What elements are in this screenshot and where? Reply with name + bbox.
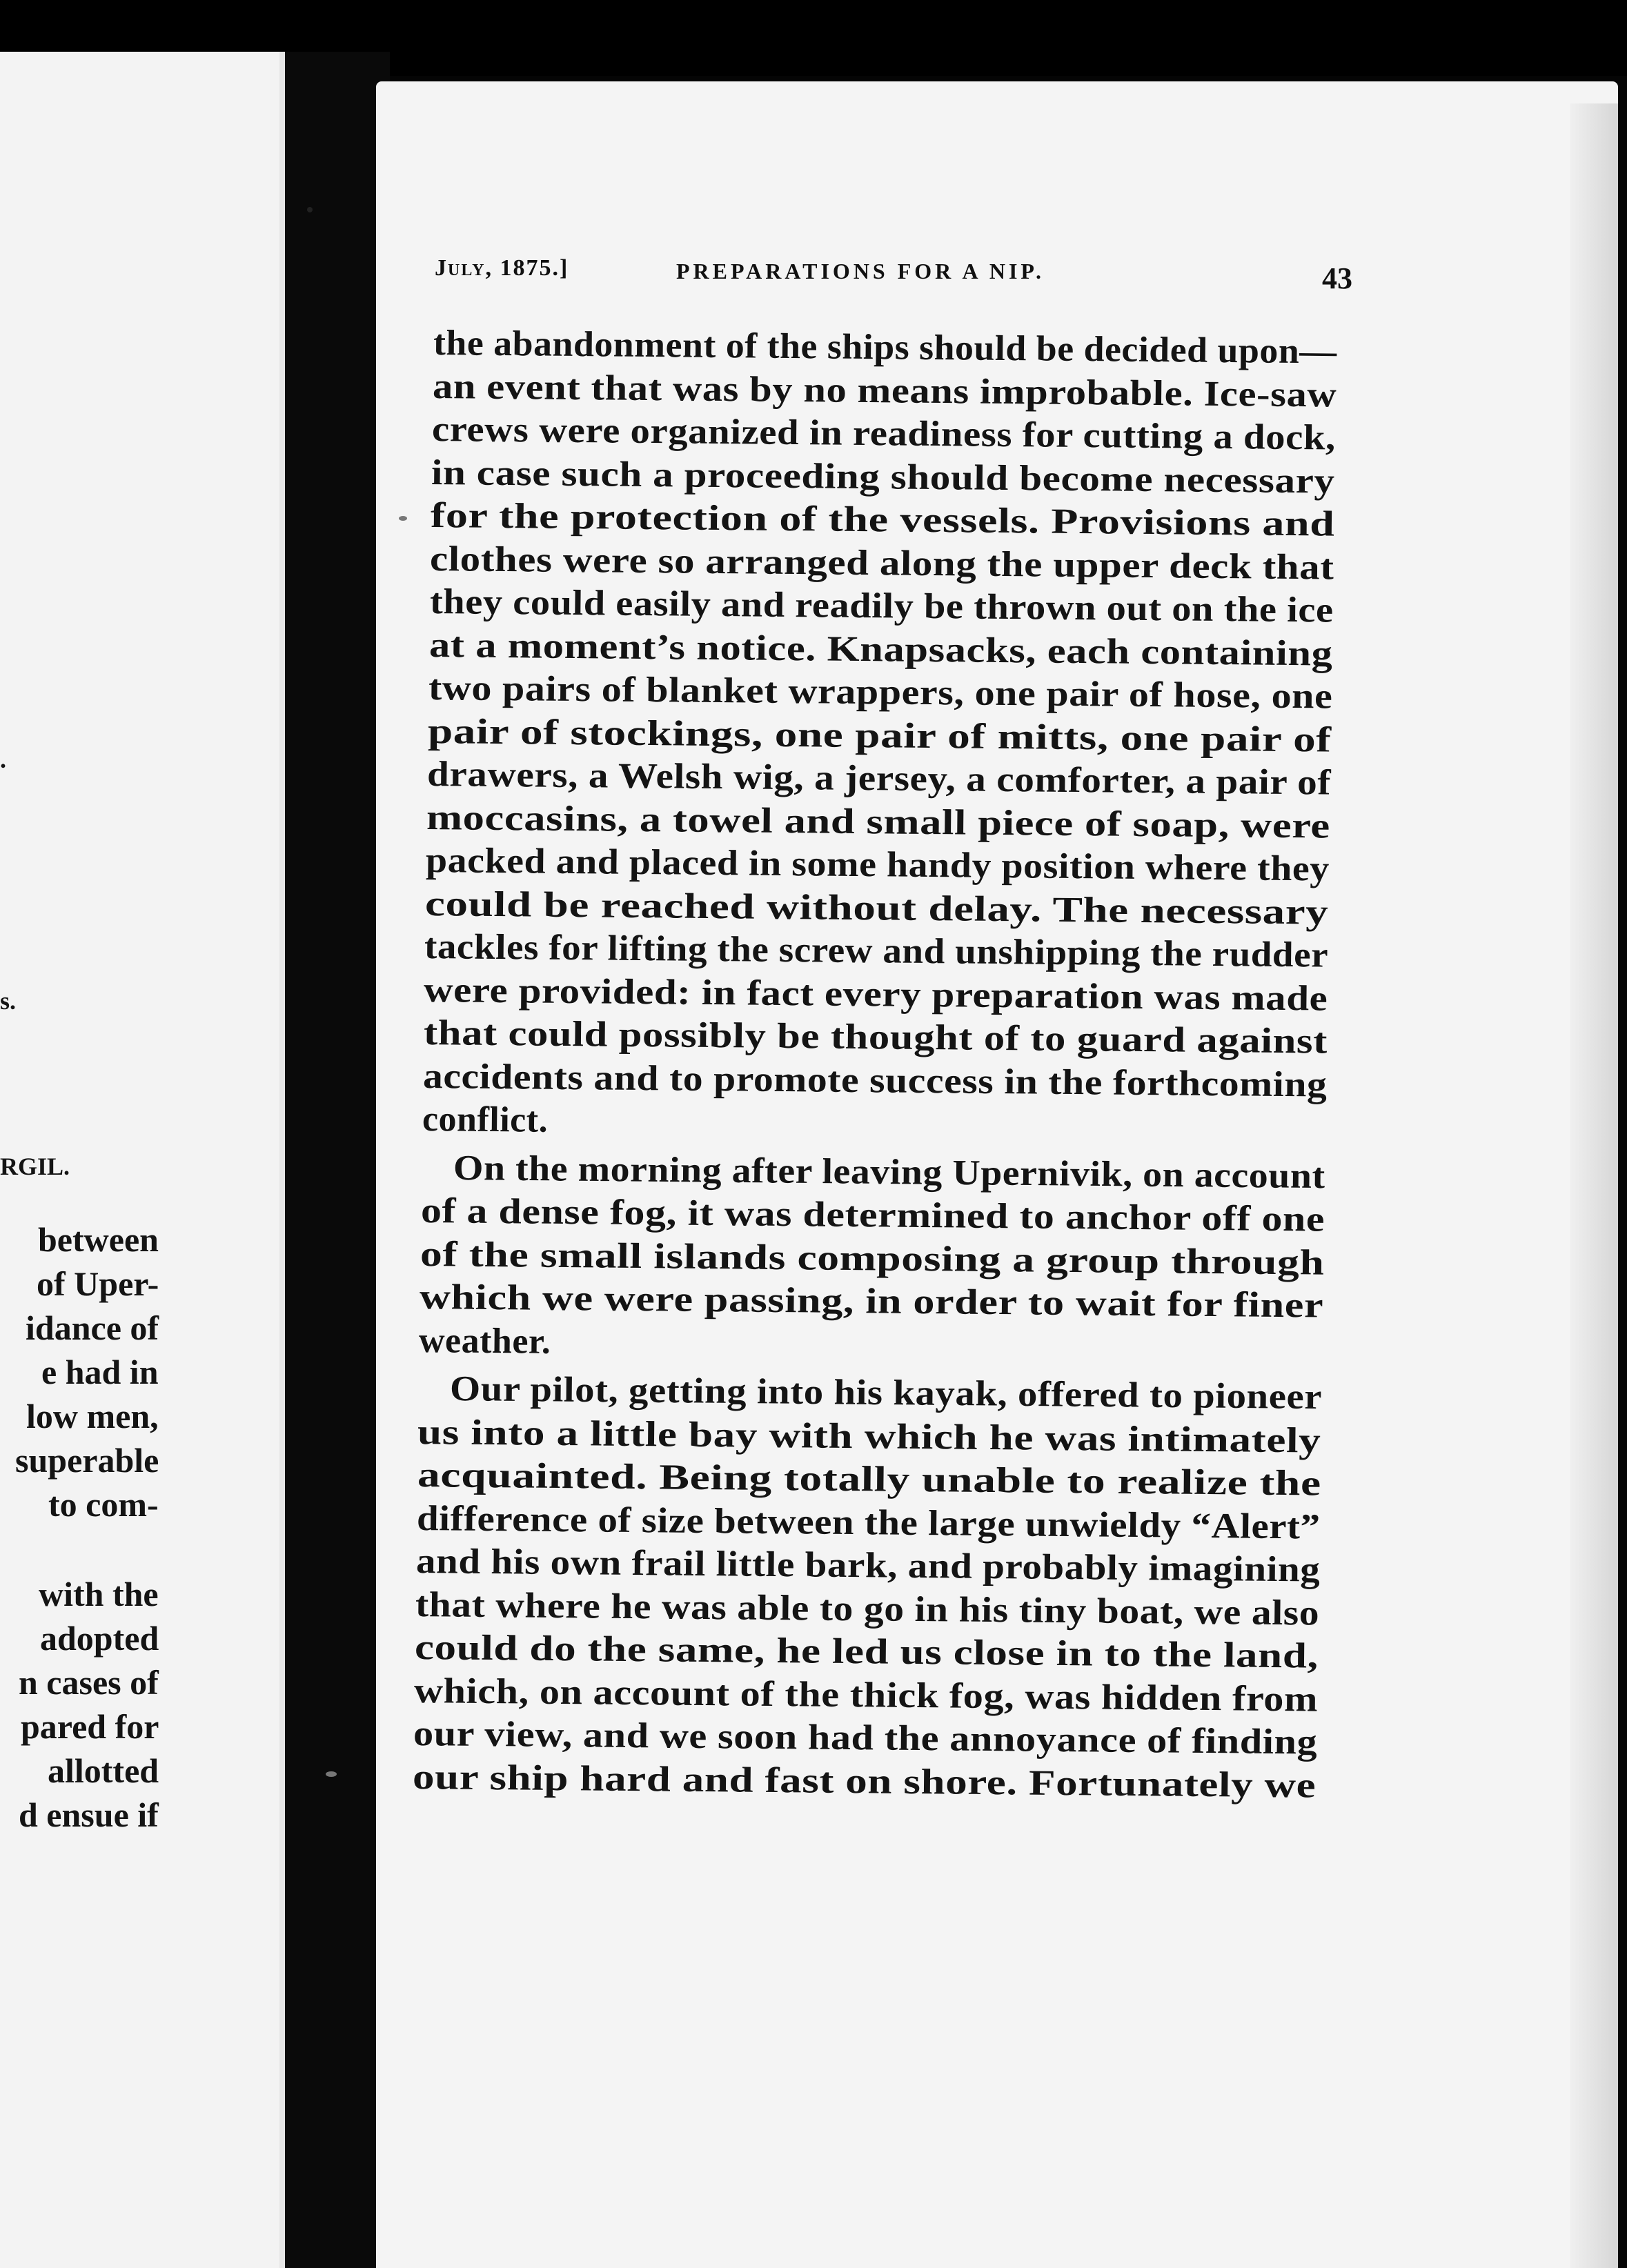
body-text-line: us into a little bay with which he was intimately	[417, 1412, 1321, 1461]
left-page-fragment: allotted	[48, 1751, 159, 1790]
body-text-line: On the morning after leaving Upernivik, on account	[453, 1148, 1325, 1196]
left-page-mark: .	[0, 746, 6, 773]
body-text-line: crews were organized in readiness for cutting a dock,	[431, 410, 1337, 458]
body-text-line: acquainted. Being totally unable to realize the	[417, 1455, 1322, 1504]
header-title: PREPARATIONS FOR A NIP.	[676, 259, 1045, 284]
body-text-line: packed and placed in some handy position where they	[425, 841, 1330, 889]
page-number: 43	[1322, 261, 1352, 295]
left-page-fragment: n cases of	[19, 1663, 159, 1702]
body-text-line: pair of stockings, one pair of mitts, one pair of	[427, 711, 1332, 760]
body-text-line: conflict.	[422, 1100, 549, 1140]
ink-speck	[326, 1771, 337, 1777]
body-text-line: our ship hard and fast on shore. Fortunately we	[412, 1757, 1317, 1806]
body-text-line: at a moment’s notice. Knapsacks, each containing	[428, 625, 1333, 674]
body-text-line: that could possibly be thought of to guard against	[423, 1013, 1328, 1062]
left-page-fragment: with the	[39, 1575, 159, 1613]
body-text-line: of the small islands composing a group through	[420, 1234, 1325, 1283]
body-text-line: in case such a proceeding should become necessary	[431, 452, 1335, 501]
left-page-fragment: low men,	[26, 1397, 159, 1435]
body-text-line: drawers, a Welsh wig, a jersey, a comforter, a pair of	[426, 755, 1332, 803]
left-page-fragment: between	[38, 1220, 159, 1259]
left-page-fragment: to com-	[48, 1485, 159, 1524]
body-text-line: they could easily and readily be thrown out on the ice	[429, 582, 1334, 630]
left-page-fragment: adopted	[40, 1619, 159, 1658]
header-date: July, 1875.]	[435, 255, 569, 281]
book-gutter	[279, 52, 390, 2268]
running-header	[435, 255, 1352, 310]
body-text-line: weather.	[418, 1320, 551, 1362]
left-page-fragment: pared for	[21, 1707, 159, 1746]
left-page-mark: s.	[0, 987, 17, 1015]
page-edge-shadow	[1570, 103, 1618, 2268]
body-text-line: were provided: in fact every preparation was made	[423, 970, 1328, 1019]
body-text-line: which, on account of the thick fog, was hidden from	[413, 1671, 1319, 1720]
left-page-fragment: of Uper-	[37, 1264, 159, 1303]
body-text-line: for the protection of the vessels. Provisions and	[430, 496, 1335, 544]
left-page-fragment: idance of	[26, 1309, 159, 1347]
body-text-line: Our pilot, getting into his kayak, offered to pioneer	[449, 1369, 1323, 1418]
body-text-line: that where he was able to go in his tiny boat, we also	[415, 1584, 1320, 1633]
body-text-line: the abandonment of the ships should be decided upon—	[433, 324, 1337, 372]
body-text-line: of a dense fog, it was determined to anchor off one	[420, 1191, 1325, 1240]
ink-speck	[307, 207, 313, 212]
body-text-line: could do the same, he led us close in to the land,	[414, 1628, 1319, 1676]
left-page-mark: RGIL.	[0, 1153, 70, 1180]
body-text-line: could be reached without delay. The necessary	[424, 884, 1329, 933]
body-text-line: clothes were so arranged along the upper deck that	[429, 539, 1334, 588]
body-text-line: which we were passing, in order to wait for finer	[419, 1277, 1324, 1326]
body-text-line: difference of size between the large unwieldy “Alert”	[416, 1498, 1321, 1547]
body-text-line: our view, and we soon had the annoyance of finding	[413, 1714, 1318, 1762]
body-text-line: two pairs of blanket wrappers, one pair of hose, one	[428, 668, 1333, 717]
left-page-fragment: d ensue if	[19, 1796, 159, 1834]
left-page-fragment: e had in	[41, 1353, 159, 1391]
body-text-line: and his own frail little bark, and probably imagining	[415, 1542, 1321, 1590]
body-text-line: tackles for lifting the screw and unshipping the rudder	[424, 927, 1329, 975]
body-text-line: accidents and to promote success in the forthcoming	[422, 1056, 1328, 1105]
ink-speck	[399, 516, 407, 521]
body-text-line: moccasins, a towel and small piece of soap, were	[426, 797, 1331, 846]
left-page-fragment: superable	[15, 1441, 159, 1480]
body-text-line: an event that was by no means improbable. Ice-saw	[432, 366, 1337, 415]
